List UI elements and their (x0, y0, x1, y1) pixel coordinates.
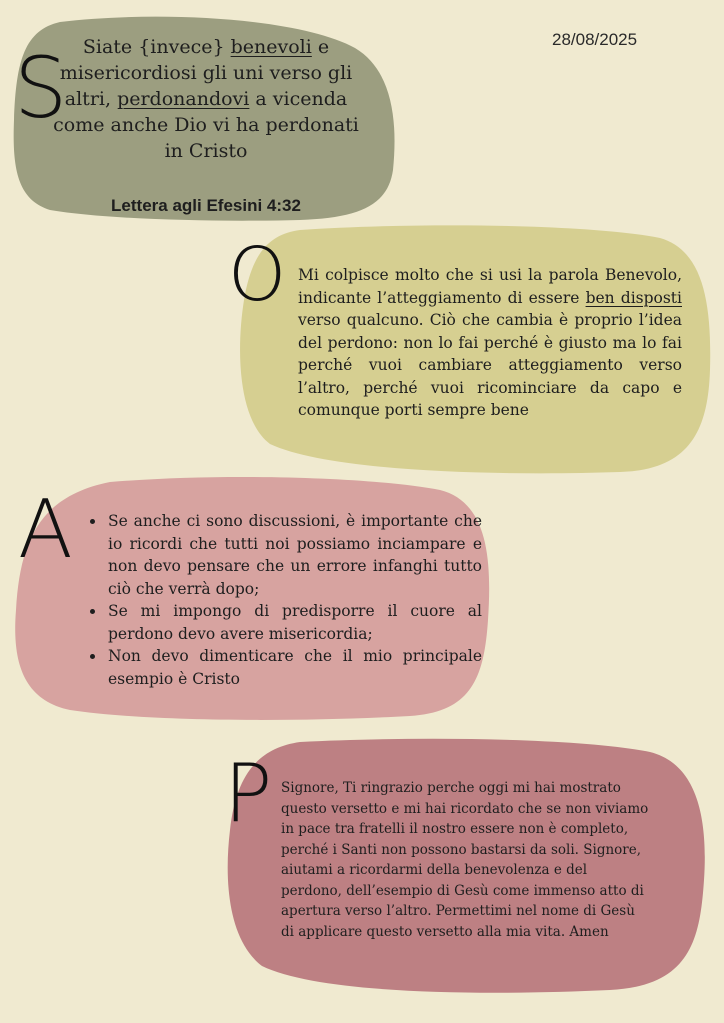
scripture-reference: Lettera agli Efesini 4:32 (111, 196, 301, 215)
scripture-text (46, 34, 366, 164)
prayer-letter: P (224, 747, 273, 840)
list-item: • Non devo dimenticare che il mio principale esempio è Cristo (106, 645, 482, 690)
application-list (86, 510, 482, 690)
scripture-letter: S (14, 39, 68, 137)
observation-text (298, 264, 682, 422)
observation-part: verso qualcuno. Ciò che cambia è proprio l’idea del perdono: non lo fai perché è giusto ma lo fai perché vuoi cambiare atteggiamento verso l’altro, perché vuoi ricominciare da capo e comunque porti sempre bene (298, 311, 682, 419)
list-item: • Se anche ci sono discussioni, è importante che io ricordi che tutti noi possiamo inciampare e non devo pensare che un errore infanghi tutto ciò che verrà dopo; (106, 510, 482, 600)
scripture-part: e misericordiosi gli uni verso gli altri, (59, 36, 353, 110)
observation-part: Mi colpisce molto che si usi la parola Benevolo, indicante l’atteggiamento di essere (298, 266, 682, 307)
scripture-underlined-perdonandovi: perdonandovi (117, 88, 250, 110)
scripture-part: a vicenda come anche Dio vi ha perdonati in Cristo (53, 88, 359, 162)
observation-letter: O (228, 232, 287, 318)
list-item: • Se mi impongo di predisporre il cuore al perdono devo avere misericordia; (106, 600, 482, 645)
application-letter: A (18, 483, 73, 576)
observation-underlined: ben disposti (585, 288, 682, 307)
scripture-underlined-benevoli: benevoli (230, 36, 312, 58)
date: 28/08/2025 (552, 30, 638, 49)
scripture-part: Siate {invece} (82, 36, 231, 58)
prayer-text: Signore, Ti ringrazio perche oggi mi hai mostrato questo versetto e mi hai ricordato che se non viviamo in pace tra fratelli il nostro essere non è completo, perché i Santi non possono bastarsi da soli. Signore, aiutami a ricordarmi della benevolenza e del perdono, dell’esempio di Gesù come immenso atto di apertura verso l’altro. Permettimi nel nome di Gesù di applicare questo versetto alla mia vita. Amen (281, 780, 649, 940)
